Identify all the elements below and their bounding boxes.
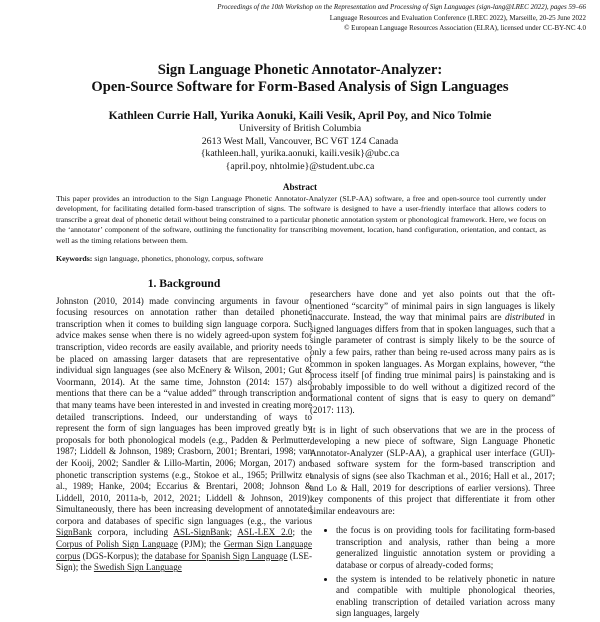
affiliation-university: University of British Columbia — [238, 123, 362, 134]
right-paragraph-1 — [310, 289, 555, 417]
section-heading-background: 1. Background — [147, 277, 221, 290]
affiliation-emails-2: {april.poy, nhtolmie}@student.ubc.ca — [225, 160, 375, 172]
text-2: ; — [229, 527, 238, 538]
proceedings-header — [217, 2, 586, 34]
components-list — [310, 525, 555, 620]
list-item: • the focus is on providing tools for facilitating form-based transcription and analysis, rather than being a more generalized linguistic annotation system or providing a database or corpus of already-coded forms; — [336, 525, 555, 571]
text-4: (PJM); the — [177, 539, 224, 550]
keywords-list: sign language, phonetics, phonology, corpus, software — [94, 254, 264, 263]
header-line-1: Proceedings of the 10th Workshop on the Representation and Processing of Sign Languages (sign-lang@LREC 2022), pages 59–66 — [217, 3, 586, 11]
left-column — [56, 278, 312, 582]
header-line-3: © European Language Resources Association (ELRA), licensed under CC-BY-NC 4.0 — [344, 24, 586, 32]
background-paragraph — [56, 296, 312, 574]
affiliation-emails-1: {kathleen.hall, yurika.aonuki, kaili.vesik}@ubc.ca — [200, 148, 400, 159]
list-item: • the system is intended to be relatively phonetic in nature and compatible with multiple phonological theories, enabling transcription of detailed variation across many sign languages, largely — [336, 574, 555, 620]
title-line-1: Sign Language Phonetic Annotator-Analyzer: — [157, 62, 443, 78]
abstract-text: This paper provides an introduction to the Sign Language Phonetic Annotator-Analyzer (SLP-AA) software, a free and open-source tool currently under development, for facilitating detailed form-based transcription of signs. The software is designed to have a user-friendly interface that allows coders to transcribe a great deal of phonetic detail without being constrained to a particular phonetic annotation system or phonological framework. Here, we focus on the ‘annotator’ component of the software, outlining the functionality for transcribing movement, location, hand configuration, orientation, and contact, as well as the timing relations between them. — [56, 194, 546, 245]
right-paragraph-2: It is in light of such observations that we are in the process of developing a new piece of software, Sign Language Phonetic Annotator-Analyzer (SLP-AA), a graphical user interface (GUI)-based software system for the form-based transcription and analysis of signs (see also Tkachman et al., 2016; Hall et al., 2017; and Lo & Hall, 2019 for descriptions of earlier versions). Three key components of this project that differentiate it from other similar endeavours are: — [310, 424, 555, 516]
link-signbank[interactable]: SignBank — [56, 527, 92, 538]
authors: Kathleen Currie Hall, Yurika Aonuki, Kaili Vesik, April Poy, and Nico Tolmie — [108, 109, 492, 122]
text-6: (LSE-Sign); the — [56, 550, 312, 573]
text-3: ; the — [292, 527, 312, 538]
keywords-label: Keywords: — [56, 254, 93, 263]
keywords — [56, 254, 546, 263]
text-1: corpora, including — [91, 527, 174, 538]
emphasis-distributed: distributed — [505, 312, 545, 323]
abstract-heading: Abstract — [282, 182, 318, 192]
link-spanish-database[interactable]: database for Spanish Sign Language — [154, 550, 288, 561]
link-asl-lex[interactable]: ASL-LEX 2.0 — [237, 527, 293, 538]
paper-title — [0, 62, 600, 96]
background-text: Johnston (2010, 2014) made convincing arguments in favour of focusing resources on annotation rather than detailed phonetic transcription when it comes to building sign language corpora. Such advice makes sense when there is no widely agreed-upon system for transcription, video records are easily available, and priority needs to be placed on amassing larger datasets that are representative of individual sign languages (see also McEnery & Wilson, 2001; Gut & Voormann, 2014). At the same time, Johnston (2014: 157) also mentions that there can be a “value added” through transcription and that many teams have been interested in and invested in creating more detailed transcriptions. Indeed, our understanding of ways to represent the form of sign languages has been improved greatly by proposals for both phonological models (e.g., Padden & Perlmutter, 1987; Liddell & Johnson, 1989; Crasborn, 2001; Brentari, 1998; van der Kooij, 2002; Sandler & Lillo-Martin, 2006; Morgan, 2017) and phonetic transcription systems (e.g., Stokoe et al., 1965; Prillwitz et al., 1989; Hanke, 2004; Eccarius & Brentari, 2008; Johnson & Liddell, 2010, 2011a-b, 2012, 2021; Liddell & Johnson, 2019). Simultaneously, there has been increasing development of annotated corpora and databases of specific sign languages (e.g., the various — [56, 295, 312, 526]
header-line-2: Language Resources and Evaluation Conference (LREC 2022), Marseille, 20-25 June 2022 — [329, 13, 586, 22]
right-p1-rest: in signed languages differs from that in spoken languages, such that a single parameter of contrast is simply likely to be the source of only a few pairs, rather than being re-used across many pairs as is common in spoken languages. As Morgan explains, however, “the process itself [of finding true minimal pairs] is painstaking and is probably impossible to do well without a digitized record of the formational content of signs that is easy to query on demand” (2017: 113). — [310, 312, 555, 415]
title-line-2: Open-Source Software for Form-Based Analysis of Sign Languages — [91, 79, 509, 95]
link-asl-signbank[interactable]: ASL-SignBank — [173, 527, 230, 538]
right-p1-text: researchers have done and yet also points out that the oft-mentioned “scarcity” of minimal pairs in sign languages is likely inaccurate. Instead, the way that minimal pairs are — [310, 289, 555, 323]
right-column — [310, 289, 555, 622]
affiliation-address: 2613 West Mall, Vancouver, BC V6T 1Z4 Canada — [201, 135, 399, 147]
link-polish-corpus[interactable]: Corpus of Polish Sign Language — [56, 539, 178, 550]
link-swedish-sign-language[interactable]: Swedish Sign Language — [93, 562, 182, 573]
link-german-corpus[interactable]: German Sign Language corpus — [56, 539, 312, 561]
affiliation — [0, 123, 600, 173]
text-5: (DGS-Korpus); the — [80, 550, 155, 561]
